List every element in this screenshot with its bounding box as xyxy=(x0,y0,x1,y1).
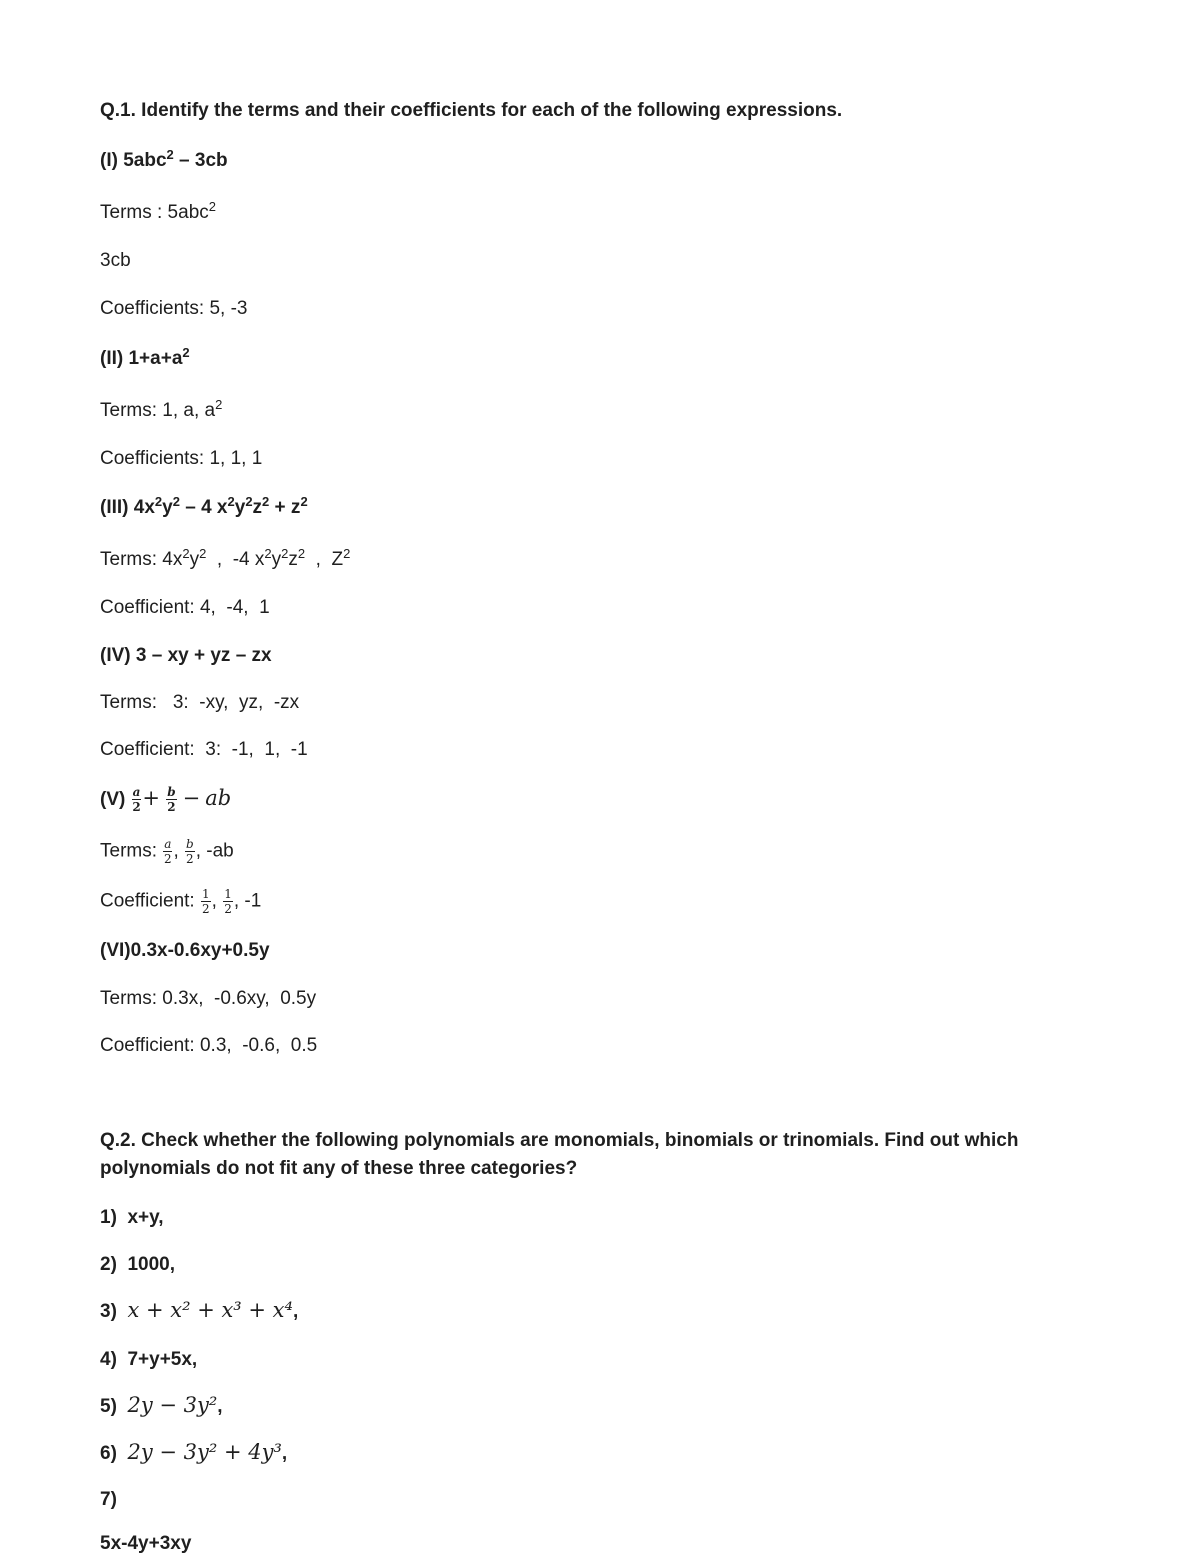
fraction-b-over-2: $\frac{b}{2}$ xyxy=(186,837,194,866)
q2-item-6: 6) 2y − 3y² + 4y³, xyxy=(100,1440,288,1464)
fraction-a-over-2: $\frac{a}{2}$ xyxy=(164,837,172,866)
q2-item-4: 4) 7+y+5x, xyxy=(100,1349,198,1370)
q1-part-ii-heading: (II) $1+a+a^2$ xyxy=(100,345,190,369)
q1-part-i-coefficients: Coefficients: 5, -3 xyxy=(100,298,248,319)
fraction-b-over-2: $\frac{b}{2}$ xyxy=(167,785,176,815)
q1-part-iii-heading: (III) $4x^2y^2 - 4$ $x^2y^2z^2 + z^2$ xyxy=(100,494,308,518)
q1-part-ii-coefficients: Coefficients: 1, 1, 1 xyxy=(100,448,263,469)
q1-part-v-coefficient: Coefficient: $\frac{1}{2}$ , $\frac{1}{2}$ , -1 xyxy=(100,887,262,916)
q1-part-iii-terms: Terms: $4x^2y^2$ , -4 $x^2y^2z^2$ , $Z^2$ xyxy=(100,546,351,570)
q2-title: Q.2. Check whether the following polynomials are monomials, binomials or trinomials. Find out which polynomials do not fit any of these three categories? xyxy=(100,1130,1019,1179)
q2-item-3: 3) x + x² + x³ + x⁴, xyxy=(100,1298,299,1322)
q2-item-1: 1) x+y, xyxy=(100,1207,164,1228)
fraction-1-over-2: $\frac{1}{2}$ xyxy=(224,887,232,916)
q2-item-7-cropped: 7) 5x-4y+3xy xyxy=(100,1489,192,1554)
q1-part-vi-coefficient: Coefficient: 0.3, -0.6, 0.5 xyxy=(100,1035,318,1056)
q1-part-i-terms: Terms : 5abc$^2$ xyxy=(100,199,216,223)
q1-part-iv-heading: (IV) 3 – xy + yz – zx xyxy=(100,645,272,666)
q2-item-5: 5) 2y − 3y², xyxy=(100,1393,223,1417)
fraction-1-over-2: $\frac{1}{2}$ xyxy=(201,887,210,916)
q1-part-vi-terms: Terms: 0.3x, -0.6xy, 0.5y xyxy=(100,988,317,1009)
fraction-a-over-2: $\frac{a}{2}$ xyxy=(132,785,141,815)
q1-part-vi-heading: (VI)0.3x-0.6xy+0.5y xyxy=(100,940,270,961)
q1-part-iii-coefficient: Coefficient: 4, -4, 1 xyxy=(100,597,270,618)
q1-part-v-heading: (V) $\frac{a}{2}$ + $\frac{b}{2}$ − ab xyxy=(100,785,232,815)
q1-part-v-terms: Terms: $\frac{a}{2}$ , $\frac{b}{2}$ , -ab xyxy=(100,837,234,866)
q1-part-i-term2: 3cb xyxy=(100,250,131,271)
q1-title: Q.1. Identify the terms and their coefficients for each of the following expressions. xyxy=(100,100,843,121)
q1-part-iv-terms: Terms: 3: -xy, yz, -zx xyxy=(100,692,300,713)
q1-part-ii-terms: Terms: 1, a, $a^2$ xyxy=(100,397,223,421)
q1-part-i-heading: (I) 5abc$^2$ – 3cb xyxy=(100,147,228,171)
q2-item-2: 2) 1000, xyxy=(100,1254,176,1275)
q1-part-iv-coefficient: Coefficient: 3: -1, 1, -1 xyxy=(100,739,308,760)
